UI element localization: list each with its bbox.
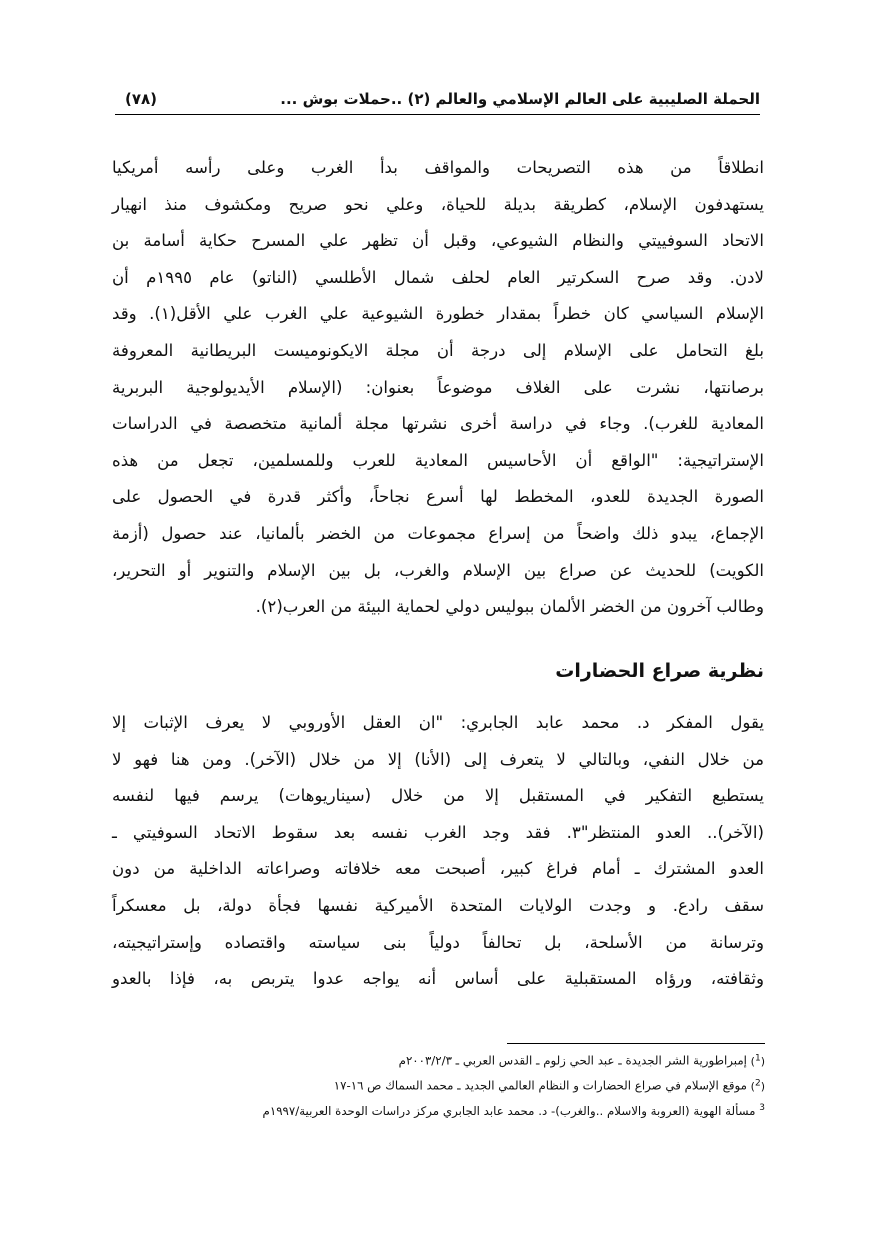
- footnote-text: موقع الإسلام في صراع الحضارات و النظام العالمي الجديد ـ محمد السماك ص ١٦-١٧: [333, 1078, 747, 1093]
- text-line: الكويت) للحديث عن صراع بين الإسلام والغرب، بل بين الإسلام والتنوير أو التحرير،: [112, 560, 764, 580]
- text-line: برصانتها، نشرت على الغلاف موضوعاً بعنوان: (الإسلام الأيديولوجية البربرية: [112, 377, 764, 397]
- footnotes: [105, 1046, 765, 1121]
- text-line: وثقافته، ورؤاه المستقبلية على أساس أنه يواجه عدوا يتربص به، فإذا بالعدو: [112, 969, 764, 989]
- text-line: الاتحاد السوفييتي والنظام الشيوعي، وقبل أن تظهر علي المسرح حكاية أسامة بن: [112, 231, 764, 251]
- text-line: العدو المشترك ـ أمام فراغ كبير، أصبحت معه خلافاته وصراعاته الداخلية من دون: [112, 859, 764, 879]
- text-line: لادن. وقد صرح السكرتير العام لحلف شمال الأطلسي (الناتو) عام ١٩٩٥م أن: [112, 267, 764, 287]
- running-title: الحملة الصليبية على العالم الإسلامي والعالم (٢) ..حملات بوش ...: [280, 90, 760, 108]
- text-line: (الآخر).. العدو المنتظر"٣. فقد وجد الغرب نفسه بعد سقوط الاتحاد السوفيتي ـ: [112, 822, 764, 842]
- footnote-text: مسألة الهوية (العروبة والاسلام ..والغرب)- د. محمد عابد الجابري مركز دراسات الوحدة العربية/١٩٩٧م: [262, 1103, 756, 1118]
- text-line: سقف رادع. و وجدت الولايات المتحدة الأميركية نفسها فجأة دولة، بل معسكراً: [112, 895, 764, 915]
- text-line: يستهدفون الإسلام، كطريقة بديلة للحياة، وعلي نحو صريح ومكشوف منذ انهيار: [112, 194, 764, 214]
- text-line: يقول المفكر د. محمد عابد الجابري: "ان العقل الأوروبي لا يعرف الإثبات إلا: [112, 713, 764, 732]
- text-line: وترسانة من الأسلحة، بل تحالفاً دولياً بنى سياسته واقتصاده وإستراتيجيته،: [112, 932, 764, 952]
- footnote-2: ($^2$) موقع الإسلام في صراع الحضارات و النظام العالمي الجديد ـ محمد السماك ص ١٦-١٧: [333, 1078, 765, 1093]
- text-line: الإجماع، يبدو ذلك واضحاً من إسراع مجموعات من الخضر بألمانيا، عند حصول (أزمة: [112, 523, 764, 543]
- text-line: انطلاقاً من هذه التصريحات والمواقف بدأ الغرب وعلى رأسه أمريكيا: [112, 158, 764, 177]
- footnote-3: $^3$ مسألة الهوية (العروبة والاسلام ..والغرب)- د. محمد عابد الجابري مركز دراسات الوحدة العربية/١٩٩٧م: [262, 1103, 765, 1118]
- footnote-text: إمبراطورية الشر الجديدة ـ عبد الحي زلوم ـ القدس العربي ـ ٢٠٠٣/٢/٣م: [398, 1053, 747, 1068]
- paragraph-1: [112, 150, 764, 626]
- text-line: الإستراتيجية: "الواقع أن الأحاسيس المعادية للعرب وللمسلمين، تجعل من هذه: [112, 450, 764, 470]
- running-header: [115, 88, 760, 115]
- text-line: وطالب آخرون من الخضر الألمان ببوليس دولي لحماية البيئة من العرب(٢).: [255, 597, 764, 617]
- text-line: الإسلام السياسي كان خطراً بمقدار خطورة الشيوعية علي الغرب علي الأقل(١). وقد: [112, 304, 764, 324]
- text-line: المعادية للغرب). وجاء في دراسة أخرى نشرتها مجلة ألمانية متخصصة في الدراسات: [112, 414, 764, 434]
- text-line: من خلال النفي، وبالتالي لا يتعرف إلى (الأنا) إلا من خلال (الآخر). ومن هنا فهو لا: [112, 749, 764, 769]
- text-line: الصورة الجديدة للعدو، المخطط لها أسرع نجاحاً، وأكثر قدرة في الحصول على: [112, 487, 764, 507]
- footnote-divider: [507, 1043, 765, 1044]
- page-number: (٧٨): [125, 90, 158, 108]
- paragraph-2: [112, 705, 764, 998]
- footnote-1: ($^1$) إمبراطورية الشر الجديدة ـ عبد الحي زلوم ـ القدس العربي ـ ٢٠٠٣/٢/٣م: [398, 1053, 765, 1068]
- text-line: يستطيع التفكير في المستقبل إلا من خلال (سيناريوهات) يرسم فيها لنفسه: [112, 786, 764, 806]
- section-heading: نظرية صراع الحضارات: [555, 660, 764, 682]
- text-line: بلغ التحامل على الإسلام إلى درجة أن مجلة الايكونوميست البريطانية المعروفة: [112, 340, 764, 360]
